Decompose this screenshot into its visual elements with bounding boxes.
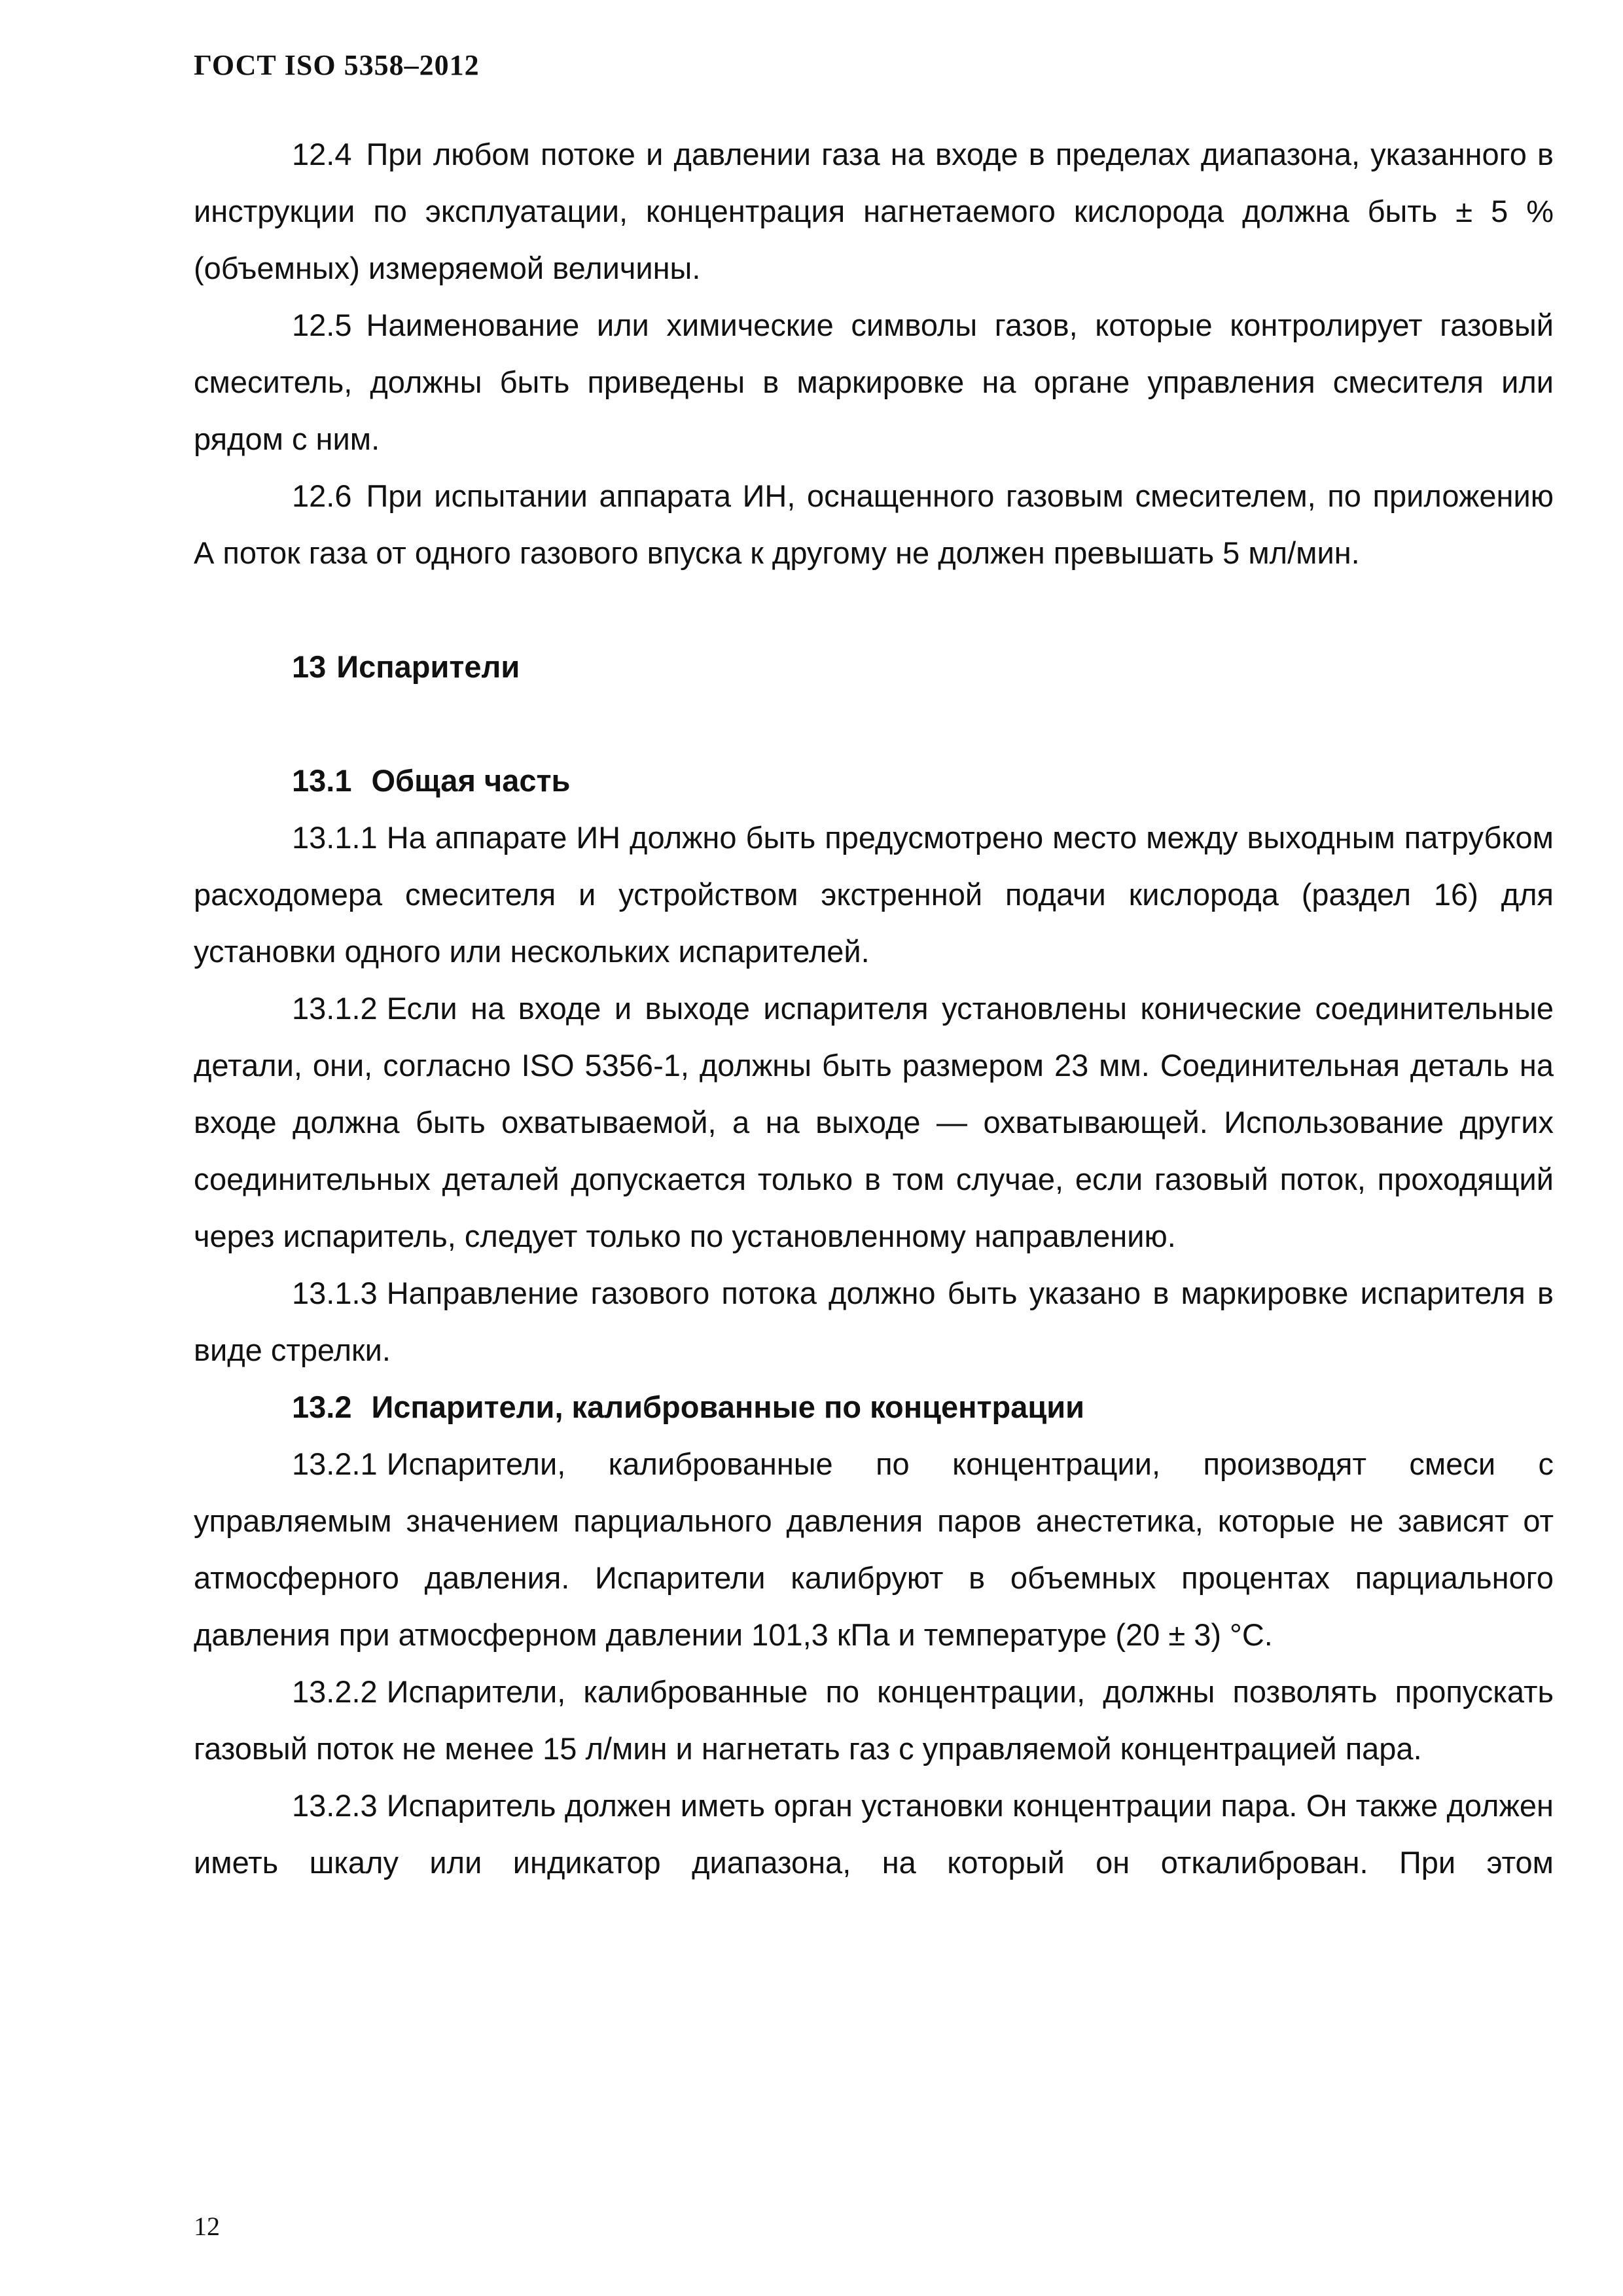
paragraph-number: 13.2.2 [292,1674,378,1709]
paragraph-12-4 [194,126,1554,296]
paragraph-text: Испарители, калиброванные по концентрации, должны позволять пропускать газовый поток не менее 15 л/мин и нагнетать газ с управляемой концентрацией пара. [194,1674,1554,1766]
paragraph-number: 13.1.1 [292,820,378,855]
paragraph-13-1-2 [194,980,1554,1265]
spacer [194,581,1554,638]
paragraph-12-6 [194,467,1554,581]
paragraph-text: При испытании аппарата ИН, оснащенного газовым смесителем, по приложению А поток газа от одного газового впуска к другому не должен превышать 5 мл/мин. [194,478,1554,570]
paragraph-text: Наименование или химические символы газов, которые контролирует газовый смеситель, должны быть приведены в маркировке на органе управления смесителя или рядом с ним. [194,308,1554,456]
paragraph-text: На аппарате ИН должно быть предусмотрено место между выходным патрубком расходомера смесителя и устройством экстренной подачи кислорода (раздел 16) для установки одного или нескольких испарителей. [194,820,1554,969]
section-number: 13 [292,649,327,684]
paragraph-13-1-1 [194,809,1554,980]
paragraph-text: Испаритель должен иметь орган установки концентрации пара. Он также должен иметь шкалу или индикатор диапазона, на который он откалиброван. При этом [194,1788,1554,1880]
subsection-number: 13.2 [292,1390,352,1424]
paragraph-number: 13.1.2 [292,991,378,1026]
subsection-heading-13-2 [194,1378,1554,1435]
section-title: Испарители [336,649,520,684]
paragraph-13-2-2 [194,1663,1554,1777]
paragraph-text: Испарители, калиброванные по концентрации, производят смеси с управляемым значением парциального давления паров анестетика, которые не зависят от атмосферного давления. Испарители калибруют в объемных процентах парциального давления при атмосферном давлении 101,3 кПа и температуре (20 ± 3) °С. [194,1446,1554,1652]
paragraph-text: Если на входе и выходе испарителя установлены конические соединительные детали, они, согласно ISO 5356-1, должны быть размером 23 мм. Соединительная деталь на входе должна быть охватываемой, а на выходе — охватывающей. Использование других соединительных деталей допускается только в том случае, если газовый поток, проходящий через испаритель, следует только по установленному направлению. [194,991,1554,1253]
paragraph-13-1-3 [194,1265,1554,1378]
page-number: 12 [194,2212,220,2241]
paragraph-number: 12.5 [292,308,352,342]
paragraph-12-5 [194,296,1554,467]
subsection-heading-13-1 [194,752,1554,809]
subsection-title: Общая часть [371,763,571,798]
paragraph-text: Направление газового потока должно быть указано в маркировке испарителя в виде стрелки. [194,1276,1554,1367]
spacer [194,695,1554,752]
paragraph-13-2-3 [194,1777,1554,1891]
paragraph-number: 12.6 [292,478,352,513]
paragraph-number: 13.2.1 [292,1446,378,1481]
paragraph-number: 13.2.3 [292,1788,378,1823]
subsection-title: Испарители, калиброванные по концентрации [371,1390,1085,1424]
paragraph-number: 13.1.3 [292,1276,378,1310]
paragraph-text: При любом потоке и давлении газа на входе в пределах диапазона, указанного в инструкции по эксплуатации, концентрация нагнетаемого кислорода должна быть ± 5 % (объемных) измеряемой величины. [194,137,1554,285]
paragraph-13-2-1 [194,1435,1554,1663]
paragraph-number: 12.4 [292,137,352,171]
running-header: ГОСТ ISO 5358–2012 [194,49,480,81]
subsection-number: 13.1 [292,763,352,798]
body-text [194,126,1554,1891]
section-heading-13 [194,638,1554,695]
